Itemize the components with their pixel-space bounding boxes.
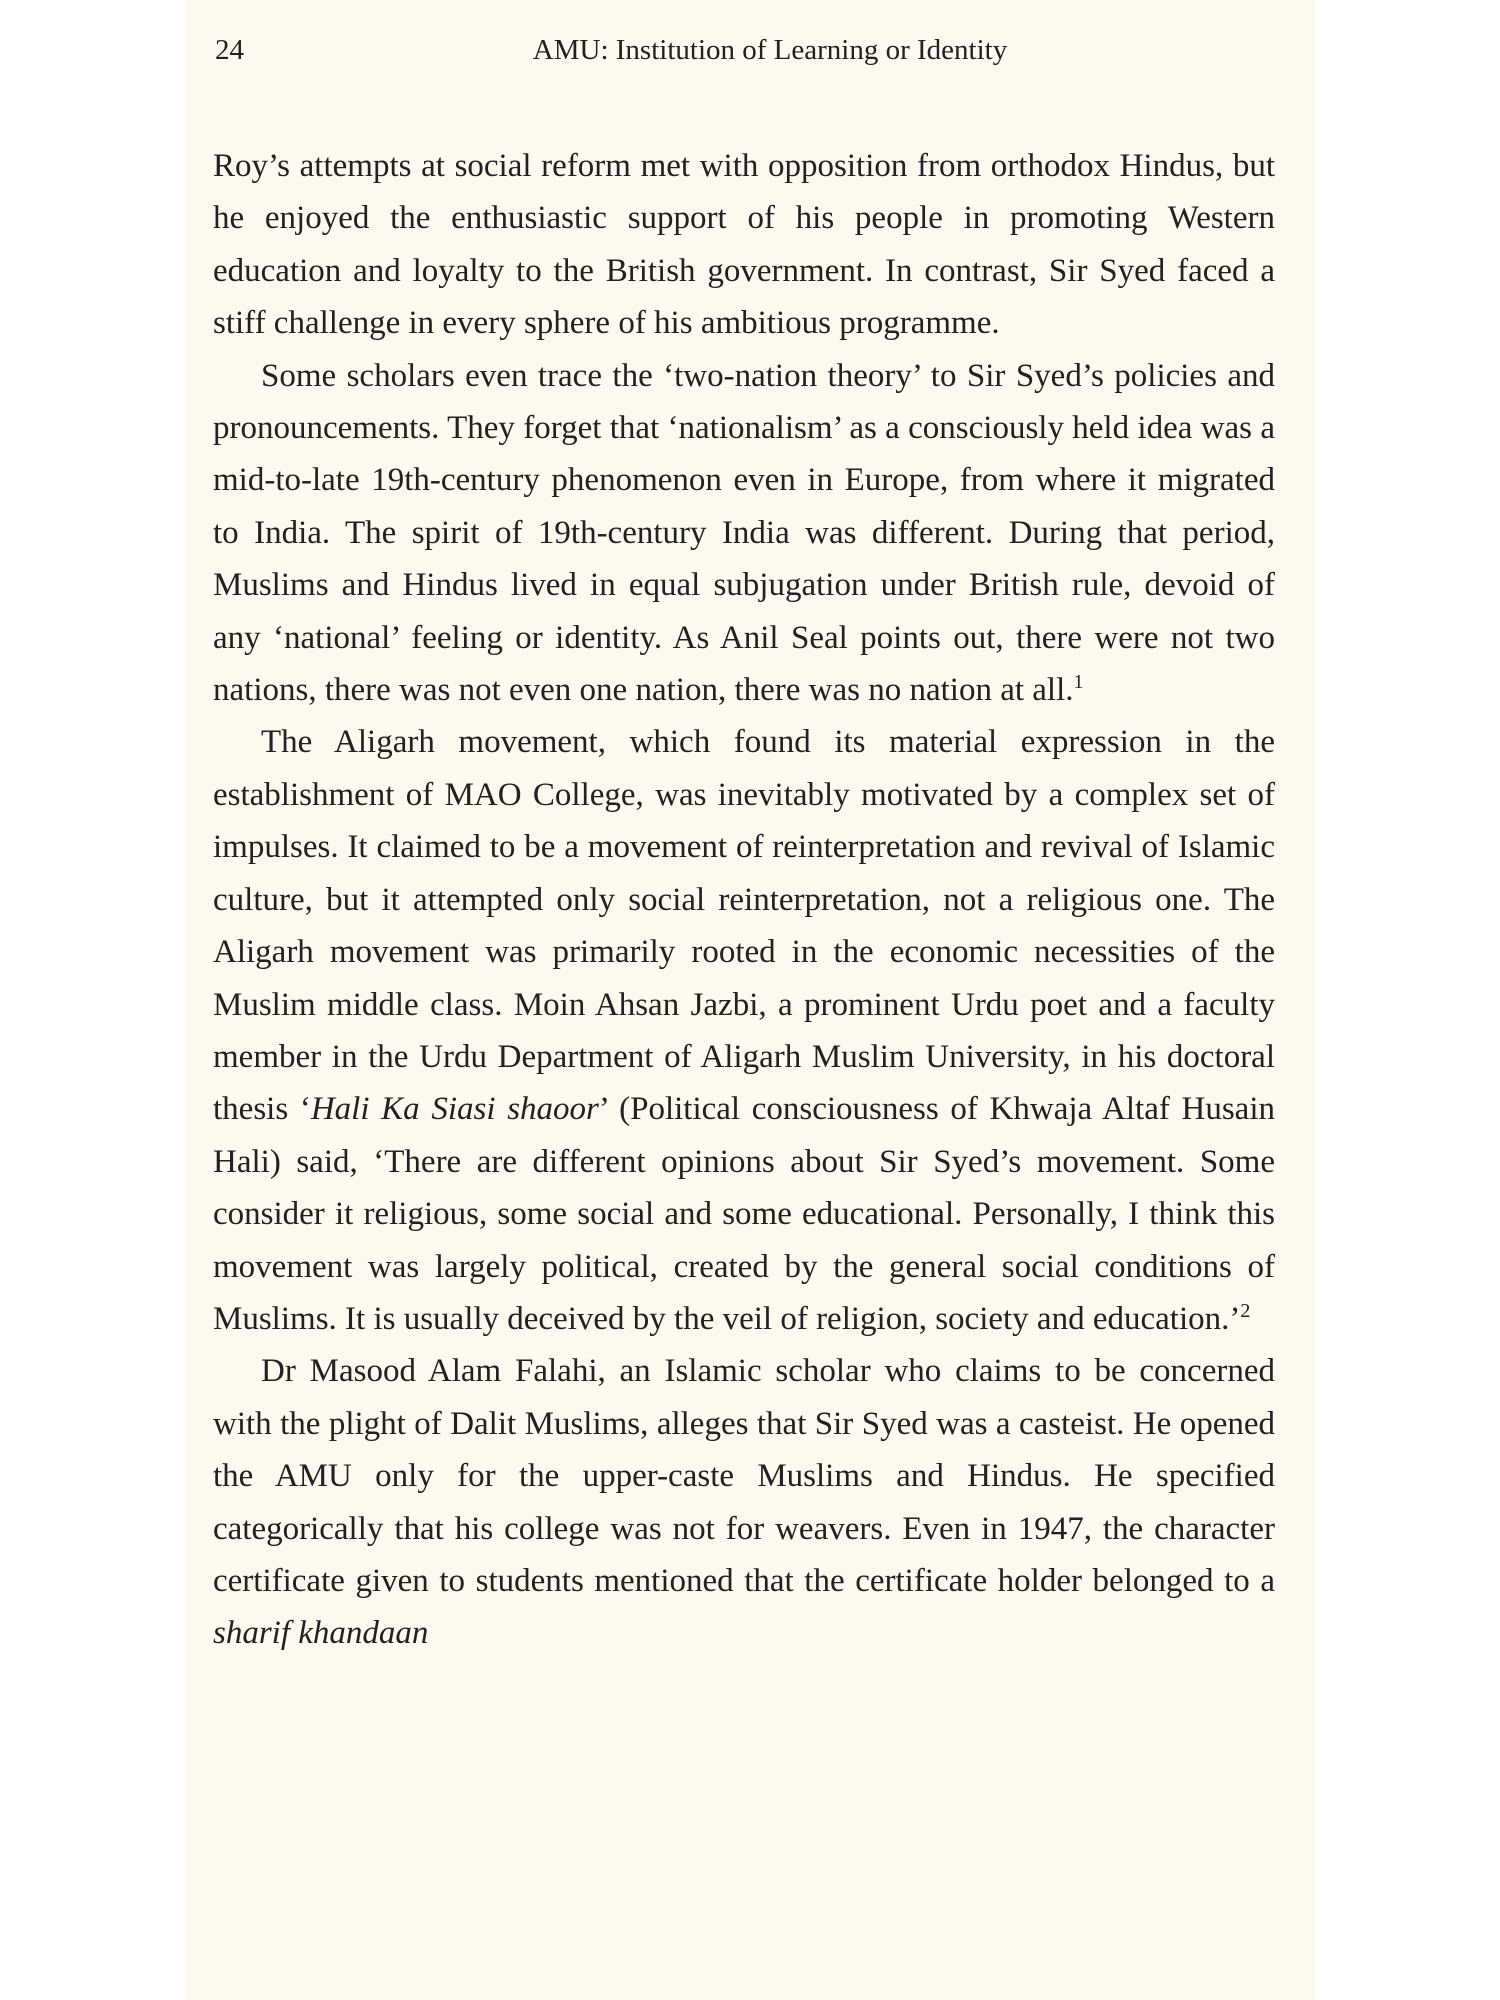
paragraph-1: Roy’s attempts at social reform met with opposition from orthodox Hindus, but he enjoyed the enthusiastic support of his people in promoting Western education and loyalty to the British government. In contrast, Sir Syed faced a stiff challenge in every sphere of his ambitious programme. [213, 148, 1275, 342]
paragraph-4: Dr Masood Alam Falahi, an Islamic scholar who claims to be concerned with the plight of Dalit Muslims, alleges that Sir Syed was a casteist. He opened the AMU only for the upper-caste Muslims and Hindus. He specified categorically that his college was not for weavers. Even in 1947, the character certificate given to students mentioned that the certificate holder belonged to a sharif khandaan [213, 1353, 1275, 1652]
running-title: AMU: Institution of Learning or Identity [532, 34, 1008, 66]
book-page [185, 0, 1315, 2000]
body-text [213, 140, 1275, 1660]
thesis-title: Hali Ka Siasi shaoor [310, 1091, 599, 1128]
italic-term: sharif khandaan [213, 1615, 429, 1652]
running-head [215, 28, 1285, 72]
page-number: 24 [215, 34, 244, 66]
footnote-marker-1[interactable]: 1 [1073, 671, 1084, 694]
paragraph-3: The Aligarh movement, which found its material expression in the establishment of MAO College, was inevitably motivated by a complex set of impulses. It claimed to be a movement of reinterpretation and revival of Islamic culture, but it attempted only social reinterpretation, not a religious one. The Aligarh movement was primarily rooted in the economic necessities of the Muslim middle class. Moin Ahsan Jazbi, a prominent Urdu poet and a faculty member in the Urdu Department of Aligarh Muslim University, in his doctoral thesis ‘Hali Ka Siasi shaoor’ (Political consciousness of Khwaja Altaf Husain Hali) said, ‘There are different opinions about Sir Syed’s movement. Some consider it religious, some social and some educational. Personally, I think this movement was largely political, created by the general social conditions of Muslims. It is usually deceived by the veil of religion, society and education.’$^2$ [213, 724, 1275, 1337]
paragraph-2: Some scholars even trace the ‘two-nation theory’ to Sir Syed’s policies and pronouncements. They forget that ‘nationalism’ as a consciously held idea was a mid-to-late 19th-century phenomenon even in Europe, from where it migrated to India. The spirit of 19th-century India was different. During that period, Muslims and Hindus lived in equal subjugation under British rule, devoid of any ‘national’ feeling or identity. As Anil Seal points out, there were not two nations, there was not even one nation, there was no nation at all.$^1$ [213, 357, 1275, 709]
footnote-marker-2[interactable]: 2 [1240, 1299, 1251, 1322]
